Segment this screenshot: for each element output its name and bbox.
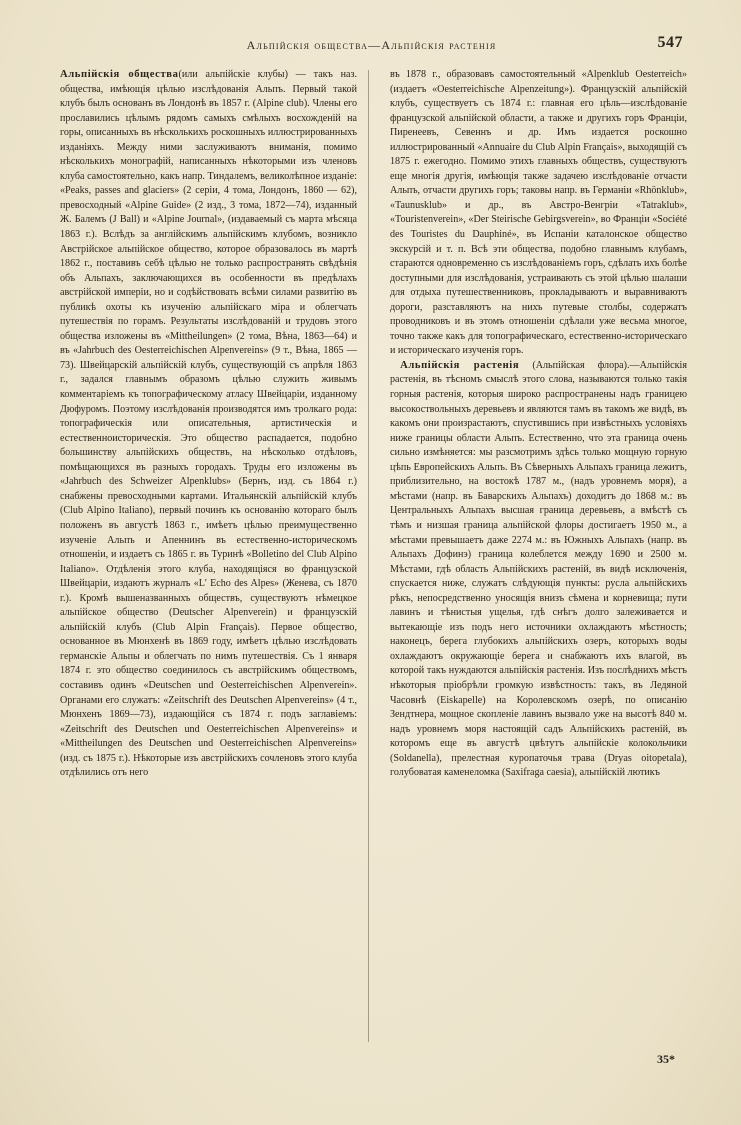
article-heading: Альпійскія общества [60,69,179,80]
text-columns [60,68,687,1048]
article-alpine-societies [60,68,357,781]
article-body: (или альпійскіе клубы) — такъ наз. общества, имѣющія цѣлью изслѣдованія Альпъ. Первый такой клубъ былъ основанъ въ Лондонѣ въ 1857 г. (Alpine club). Члены его прославились цѣлымъ рядомъ самыхъ смѣлыхъ восхожденій на горы, описанныхъ въ нѣсколькихъ роскошныхъ иллюстрированныхъ изданіяхъ. Между ними заслуживаютъ вниманія, помимо нѣсколькихъ монографій, написанныхъ нѣкоторыми изъ членовъ клуба самостоятельно, какъ напр. Тиндалемъ, великолѣпное изданіе: «Peaks, passes and glaciers» (2 серіи, 4 тома, Лондонъ, 1860 — 62), превосходный «Alpine Guide» (2 изд., 3 тома, 1872—74), изданный Ж. Балемъ (J Ball) и «Alpine Journal», (издаваемый съ марта мѣсяца 1863 г.). Вслѣдъ за англійскимъ альпійскимъ клубомъ, возникло Австрійское альпійское общество, которое образовалось въ мартѣ 1862 г., поставивъ себѣ цѣлью не только распространять свѣдѣнія объ Альпахъ, заключающихся въ особенности въ предѣлахъ австрійской имперіи, но и содѣйствовать всѣми силами развитію въ публикѣ охоты къ изученію альпійскаго міра и облегчать путешествія по горамъ. Результаты изслѣдованій и трудовъ этого общества изложены въ «Mittheilungen» (2 тома, Вѣна, 1863—64) и въ «Jahrbuch des Oesterreichischen Alpenvereins» (9 т., Вѣна, 1865 — 73). Швейцарскій альпійскій клубъ, существующій съ апрѣля 1863 г., задался главнымъ образомъ цѣлью служить живымъ комментаріемъ къ топографическому атласу Швейцаріи, изданному Дюфуромъ. Поэтому изслѣдованія производятся имъ тролкаго рода: топографическія или описательныя, артистическія и естественноисторическія. Это общество распадается, подобно большинству альпійскихъ обществъ, на нѣсколько отдѣловъ, помѣщающихся въ разныхъ городахъ. Труды его изложены въ «Jahrbuch des Schweizer Alpenklubs» (Бернъ, изд. съ 1864 г.) снабжены превосходными картами. Итальянскій альпійскій клубъ (Club Alpino Italiano), первый починъ къ основанію котораго былъ положенъ въ августѣ 1863 г., имѣетъ цѣлью преимущественно изученіе Альпъ и Апеннинъ въ естественно-историческомъ отношеніи, и издаетъ съ 1865 г. въ Туринѣ «Bolletino del Club Alpino Italiano». Отдѣленія этого клуба, находящіяся во французской Швейцаріи, издаютъ журналъ «L' Echo des Alpes» (Женева, съ 1870 г.). Кромѣ вышеназванныхъ обществъ, существуютъ нѣмецкое альпійское общество (Deutscher Alpenverein) и французскій альпійскій клубъ (Club Alpin Français). Первое общество, основанное въ Мюнхенѣ въ 1869 году, имѣетъ цѣлью изслѣдовать германскіе Альпы и облегчать по нимъ путешествія. Съ 1 января 1874 г. это общество соединилось съ австрійскимъ обществомъ, составивъ одинъ «Deutschen und Oesterreichischen Alpenverein». Органами его служатъ: «Zeitschrift des Deutschen Alpenvereins» (4 т., Мюнхенъ 1869—73), издающійся съ 1874 г. подъ заглавіемъ: «Zeitschrift des Deutschen und Oesterreichischen Alpenvereins» и «Mittheilungen des Deutschen und Oesterreichischen Alpenvereins» (изд. съ 1875 г.). Нѣкоторые изъ австрійскихъ сочленовъ этого клуба отдѣлились отъ него [60,69,357,779]
running-head: Альпійскія общества—Альпійскія растенія [246,38,497,52]
right-column [390,68,687,1048]
article-alpine-plants [390,359,687,781]
page-number: 547 [657,34,683,51]
page-header [60,34,683,60]
signature-mark: 35* [657,1052,675,1066]
article-body: (Альпійская флора).—Альпійскія растенія, въ тѣсномъ смыслѣ этого слова, называются только такія горныя растенія, которыя широко распространены надъ границею высокоствольныхъ деревьевъ и являются тамъ въ такомъ же видѣ, въ какомъ они произрастаютъ, спустившись при извѣстныхъ условіяхъ ниже границы области Альпъ. Естественно, что эта граница очень сильно измѣняется: мы разсмотримъ здѣсь только мощную горную цѣпь Европейскихъ Альпъ. Въ Сѣверныхъ Альпахъ граница лежитъ, приблизительно, на востокѣ 1787 м., (надъ уровнемъ моря), а мѣстами (напр. въ Баварскихъ Альпахъ) доходитъ до 1868 м.: въ Центральныхъ Альпахъ высшая граница деревьевъ, а вмѣстѣ съ тѣмъ и низшая граница альпійской флоры достигаетъ 1950 м., а мѣстами превышаетъ даже 2274 м.: въ Южныхъ Альпахъ (напр. въ Альпахъ Дофинэ) граница колеблется между 1690 и 2500 м. Мѣстами, гдѣ область Альпійскихъ растеній, въ видѣ исключенія, спускается ниже, служатъ слѣдующія пункты: русла альпійскихъ рѣкъ, непосредственно уносящія внизъ сѣмена и корневища; пути лавинъ и тѣнистыя ущелья, гдѣ снѣгъ долго залеживается и вытекающіе изъ подъ него источники охлаждаютъ мѣстность; наконецъ, берега глубокихъ альпійскихъ озеръ, которыхъ воды охлаждаютъ окружающіе берега и снабжаютъ ихъ влагой, въ которой такъ нуждаются альпійскія растенія. Изъ послѣднихъ мѣстъ нѣкоторыя пріобрѣли громкую извѣстность: такъ, въ Ледяной Часовнѣ (Eiskapelle) на Королевскомъ озерѣ, по описанію Зендтнера, мощное скопленіе лавинъ вызвало уже на высотѣ 840 м. надъ уровнемъ моря настоящій садъ Альпійскихъ растеній, въ которомъ еще въ августѣ цвѣтутъ альпійскіе колокольчики (Soldanella), прелестная куропаточья трава (Dryas oitopetala), голубоватая каменеломка (Saxifraga caesia), альпійскій лютикъ [390,359,687,779]
left-column [60,68,357,1048]
article-continuation: въ 1878 г., образовавъ самостоятельный «Alpenklub Oesterreich» (издаетъ «Oesterreichische Alpenzeitung»). Французскій альпійскій клубъ, существуетъ съ 1874 г.: главная его цѣль—изслѣдованіе французской альпійской области, а также и другихъ горъ Франціи, Пиренеевъ, Севеннъ и др. Имъ издается роскошно иллюстрированный «Annuaire du Club Alpin Français», выходящій съ 1875 г. ежегодно. Помимо этихъ главныхъ обществъ, существуютъ еще многія другія, имѣющія также задачею изслѣдованіе отчасти Альпъ, отчасти другихъ горъ; таковы напр. въ Германіи «Rhönklub», «Taunusklub» и др., въ Австро-Венгріи «Tatraklub», «Touristenverein», «Der Steirische Gebirgsverein», во Франціи «Société des Touristes du Dauphiné», въ Испаніи каталонское общество экскурсій и т. п. Всѣ эти общества, подобно главнымъ клубамъ, стараются одновременно съ изслѣдованіемъ горъ, сдѣлать ихъ болѣе доступными для изслѣдованія, устраивають съ этой цѣлью шалаши для отдыха путешественниковъ, прокладываютъ и выравниваютъ дороги, разставляютъ на нихъ путевые столбы, содержатъ проводниковъ и въ этомъ отношеніи сдѣлали уже весьма многое, точно также какъ для топографическаго, естественно-историческаго и историческаго изученія горъ. [390,69,687,357]
article-heading: Альпійскія растенія [400,359,520,371]
